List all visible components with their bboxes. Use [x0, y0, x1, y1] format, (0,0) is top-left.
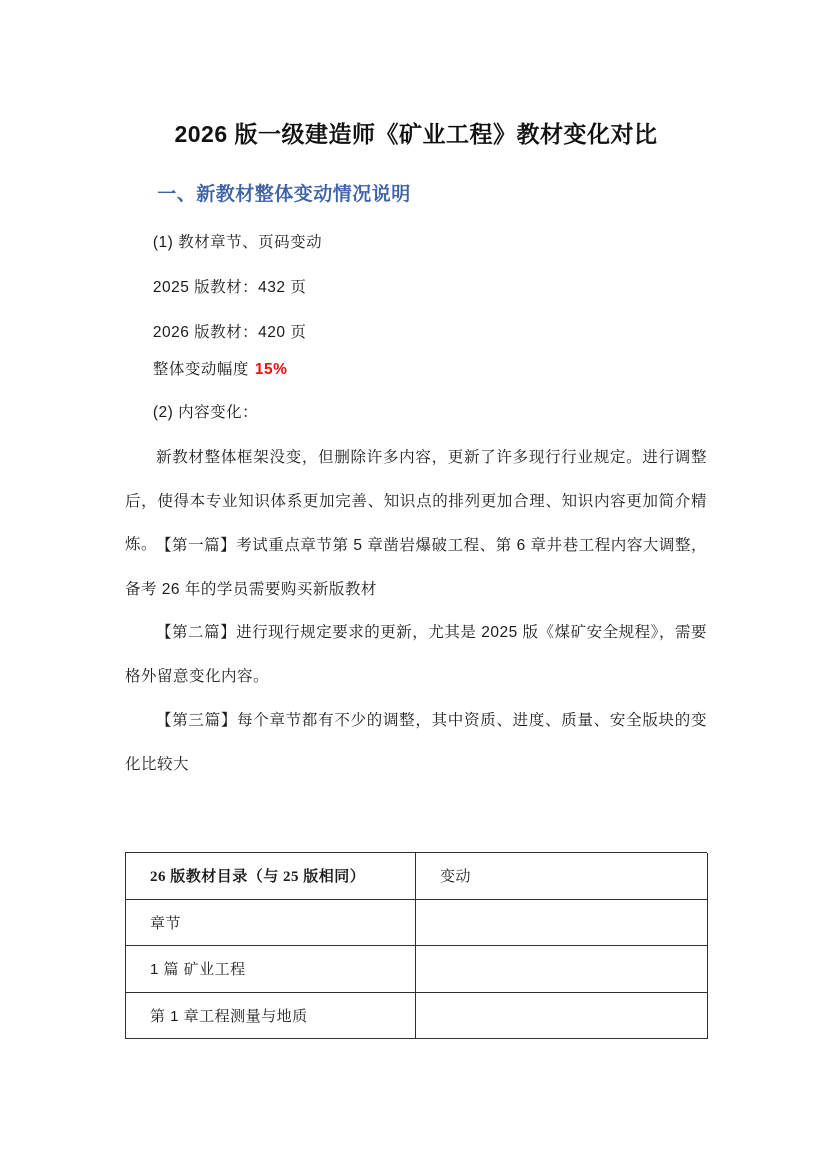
table-row-chapter-change [416, 900, 708, 947]
part1-paragraph: 【第一篇】考试重点章节第 5 章凿岩爆破工程、第 6 章井巷工程内容大调整，备考 26 年的学员需要购买新版教材 [125, 537, 707, 598]
summary-paragraph: 新教材整体框架没变，但删除许多内容，更新了许多现行行业规定。进行调整后，使得本专业知识体系更加完善、知识点的排列更加合理、知识内容更加简介精炼。 [125, 449, 707, 553]
table-header-toc: 26 版教材目录（与 25 版相同） [126, 853, 416, 900]
pages-change-item: (1) 教材章节、页码变动 [152, 234, 323, 251]
section-heading: 一、新教材整体变动情况说明 [157, 184, 411, 205]
comparison-table [125, 852, 707, 1039]
content-change-item: (2) 内容变化： [152, 404, 259, 421]
part2-paragraph: 【第二篇】进行现行规定要求的更新，尤其是 2025 版《煤矿安全规程》，需要格外留意变化内容。 [125, 624, 707, 685]
table-row-part1-label: 1 篇 矿业工程 [126, 946, 416, 993]
table-row-part1-change [416, 946, 708, 993]
table-header-change: 变动 [416, 853, 708, 900]
change-rate-label: 整体变动幅度 [152, 361, 249, 378]
document-title: 2026 版一级建造师《矿业工程》教材变化对比 [174, 121, 658, 147]
change-rate-value: 15% [254, 361, 288, 378]
table-row-chapter-label: 章节 [126, 900, 416, 947]
table-row-ch1-change [416, 993, 708, 1040]
part3-paragraph: 【第三篇】每个章节都有不少的调整，其中资质、进度、质量、安全版块的变化比较大 [125, 712, 707, 773]
edition-2025-line: 2025 版教材：432 页 [152, 279, 307, 296]
table-row-ch1-label: 第 1 章工程测量与地质 [126, 993, 416, 1040]
edition-2026-line: 2026 版教材：420 页 [152, 324, 307, 341]
change-rate-line [125, 360, 707, 380]
